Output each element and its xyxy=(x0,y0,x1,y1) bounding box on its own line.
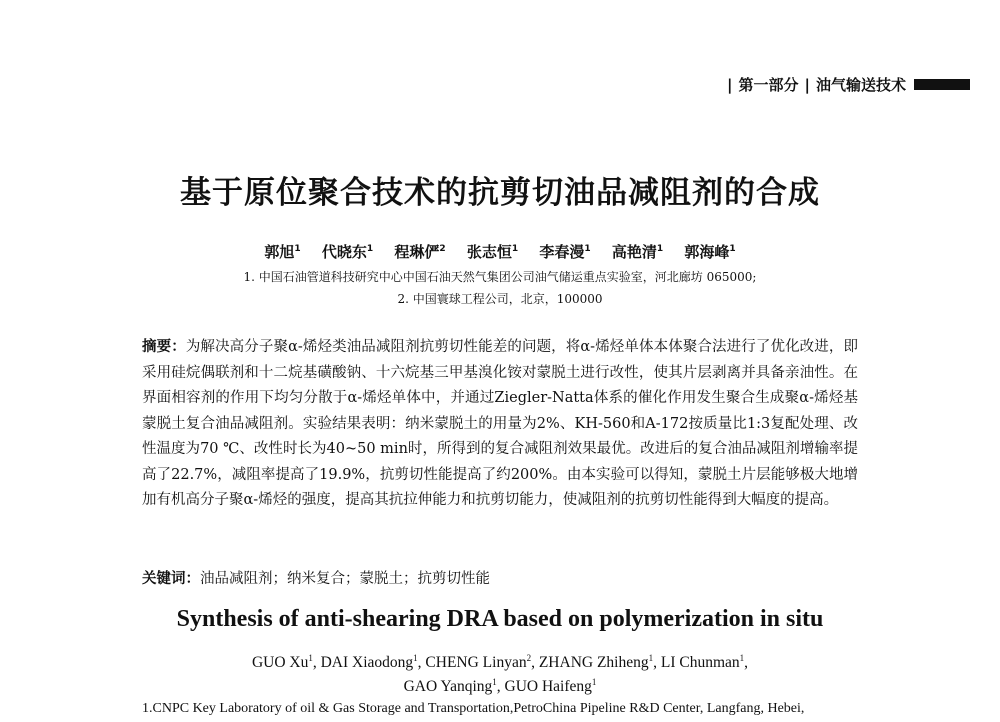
affiliation-cn-1: 1. 中国石油管道科技研究中心中国石油天然气集团公司油气储运重点实验室，河北廊坊 065000; xyxy=(243,270,757,284)
authors-english-line2: GAO Yanqing$^1$, GUO Haifeng$^1$ xyxy=(403,677,597,696)
author-en: ZHANG Zhiheng$^1$ xyxy=(538,653,654,672)
affiliation-cn-2: 2. 中国寰球工程公司，北京，100000 xyxy=(397,292,603,306)
author-en: GUO Haifeng$^1$ xyxy=(504,677,597,696)
keywords xyxy=(142,566,858,592)
keywords-text: 油品减阻剂；纳米复合；蒙脱土；抗剪切性能 xyxy=(200,571,490,587)
header-section: 第一部分 xyxy=(738,76,799,94)
abstract-label: 摘要： xyxy=(142,338,186,355)
header-bar xyxy=(914,79,970,90)
authors-english-line1: GUO Xu$^1$, DAI Xiaodong$^1$, CHENG Linyan$^2$, ZHANG Zhiheng$^1$, LI Chunman$^1$, xyxy=(251,653,749,672)
author-en: LI Chunman$^1$ xyxy=(660,653,745,672)
affiliation-english: 1.CNPC Key Laboratory of oil & Gas Storage and Transportation,PetroChina Pipeline R&D Center, Langfang, Hebei, xyxy=(142,701,805,716)
author-cn: 代晓东$^1$ xyxy=(321,243,374,261)
author-cn: 张志恒$^1$ xyxy=(466,243,519,261)
author-en: DAI Xiaodong$^1$ xyxy=(320,653,418,672)
author-cn: 李春漫$^1$ xyxy=(539,243,591,261)
header-topic: 油气输送技术 xyxy=(815,76,906,94)
author-cn: 郭旭$^1$ xyxy=(264,243,301,261)
author-en: GUO Xu$^1$ xyxy=(251,653,313,672)
author-en: CHENG Linyan$^2$ xyxy=(425,653,532,672)
title-chinese: 基于原位聚合技术的抗剪切油品减阻剂的合成 xyxy=(180,175,820,211)
author-cn: 程琳俨$^2$ xyxy=(394,243,446,261)
running-header: | 第一部分 | 油气输送技术 xyxy=(727,74,970,95)
title-english: Synthesis of anti-shearing DRA based on polymerization in situ xyxy=(176,606,824,632)
authors-chinese xyxy=(0,241,1000,262)
keywords-label: 关键词： xyxy=(142,570,200,587)
abstract xyxy=(142,334,858,514)
author-en: GAO Yanqing$^1$ xyxy=(403,677,497,696)
author-cn: 郭海峰$^1$ xyxy=(684,243,736,261)
author-cn: 高艳清$^1$ xyxy=(611,243,664,261)
abstract-text: 为解决高分子聚α-烯烃类油品减阻剂抗剪切性能差的问题，将α-烯烃单体本体聚合法进行了优化改进，即采用硅烷偶联剂和十二烷基磺酸钠、十六烷基三甲基溴化铵对蒙脱土进行改性，使其片层剥离并具备亲油性。在界面相容剂的作用下均匀分散于α-烯烃单体中，并通过Ziegler-Natta体系的催化作用发生聚合生成聚α-烯烃基蒙脱土复合油品减阻剂。实验结果表明：纳米蒙脱土的用量为2%、KH-560和A-172按质量比1:3复配处理、改性温度为70 ℃、改性时长为40~50 min时，所得到的复合减阻剂效果最优。改进后的复合油品减阻剂增输率提高了22.7%，减阻率提高了19.9%，抗剪切性能提高了约200%。由本实验可以得知，蒙脱土片层能够极大地增加有机高分子聚α-烯烃的强度，提高其抗拉伸能力和抗剪切能力，使减阻剂的抗剪切性能得到大幅度的提高。 xyxy=(142,339,858,508)
